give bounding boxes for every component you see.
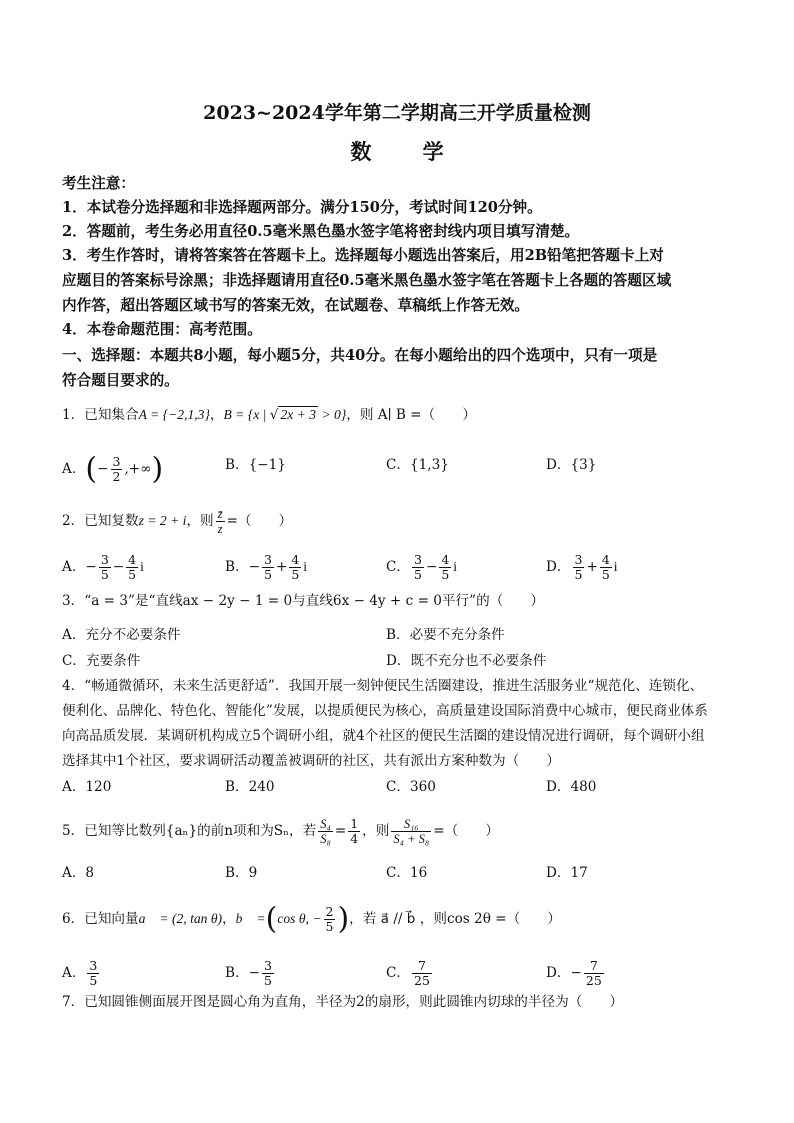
question-5-option-d[interactable]: D．17: [546, 865, 588, 881]
question-1-option-a[interactable]: A．(− $\frac{3}{2}$ ,+∞): [62, 451, 164, 487]
question-7-stem: 7．已知圆锥侧面展开图是圆心角为直角，半径为2的扇形，则此圆锥内切球的半径为（ ）: [62, 994, 624, 1010]
question-3-option-b[interactable]: B．必要不充分条件: [386, 627, 505, 643]
notice-heading: 考生注意：: [62, 175, 135, 192]
question-2-option-a[interactable]: A．− $\frac{3}{5}$ − $\frac{4}{5}$ i: [62, 552, 144, 582]
notice-item: 3．考生作答时，请将答案答在答题卡上。选择题每小题选出答案后，用2B铅笔把答题卡上对: [62, 247, 664, 264]
question-1-option-b[interactable]: B．{−1}: [225, 457, 286, 473]
question-4-stem: 向高品质发展．某调研机构成立5个调研小组，就4个社区的便民生活圈的建设情况进行调研，每个调研小组: [62, 728, 705, 744]
question-4-option-a[interactable]: A．120: [62, 779, 112, 795]
exam-title: 2023~2024学年第二学期高三开学质量检测: [203, 102, 591, 124]
question-4-option-c[interactable]: C．360: [386, 779, 436, 795]
notice-item: 4．本卷命题范围：高考范围。: [62, 321, 262, 338]
question-3-option-d[interactable]: D．既不充分也不必要条件: [386, 653, 547, 669]
question-5-option-b[interactable]: B．9: [225, 865, 258, 881]
question-2-option-b[interactable]: B．− $\frac{3}{5}$ + $\frac{4}{5}$ i: [225, 552, 308, 582]
question-6-stem: 6．已知向量a⃗ = (2, tan θ)，b⃗ =(cos θ, − $\frac{2}{5}$ )，若 a⃗ // b⃗ ，则cos 2θ =（ ）: [62, 901, 561, 937]
question-2-option-c[interactable]: C． $\frac{3}{5}$ − $\frac{4}{5}$ i: [386, 552, 458, 582]
notice-item: 1．本试卷分选择题和非选择题两部分。满分150分，考试时间120分钟。: [62, 199, 542, 216]
question-4-option-b[interactable]: B．240: [225, 779, 275, 795]
question-4-stem: 4．“畅通微循环，未来生活更舒适”．我国开展一刻钟便民生活圈建设，推进生活服务业“规范化、连锁化、: [62, 678, 704, 694]
question-3-option-c[interactable]: C．充要条件: [62, 653, 141, 669]
question-6-option-d[interactable]: D．− $\frac{7}{25}$: [546, 958, 602, 988]
question-5-option-c[interactable]: C．16: [386, 865, 428, 881]
question-2-option-d[interactable]: D． $\frac{3}{5}$ + $\frac{4}{5}$ i: [546, 552, 618, 582]
question-4-stem: 便利化、品牌化、特色化、智能化”发展，以提质便民为核心，高质量建设国际消费中心城市，便民商业体系: [62, 703, 708, 719]
question-1-stem: 1．已知集合A = {−2,1,3}，B = {x | √ 2x + 3 > 0}，则 A∣ B =（ ）: [62, 407, 476, 423]
question-6-option-a[interactable]: A． $\frac{3}{5}$: [62, 958, 98, 988]
section-heading: 符合题目要求的。: [62, 372, 179, 389]
question-6-option-b[interactable]: B．− $\frac{3}{5}$: [225, 958, 272, 988]
question-1-option-c[interactable]: C．{1,3}: [386, 457, 449, 473]
question-4-option-d[interactable]: D．480: [546, 779, 597, 795]
question-3-option-a[interactable]: A．充分不必要条件: [62, 627, 181, 643]
question-4-stem: 选择其中1个社区，要求调研活动覆盖被调研的社区，共有派出方案种数为（ ）: [62, 753, 561, 769]
subject-title: 数 学: [350, 139, 466, 164]
notice-item: 应题目的答案标号涂黑；非选择题请用直径0.5毫米黑色墨水签字笔在答题卡上各题的答题区域: [62, 272, 672, 289]
question-3-stem: 3．“a = 3”是“直线ax − 2y − 1 = 0与直线6x − 4y + c = 0平行”的（ ）: [62, 593, 545, 609]
section-heading: 一、选择题：本题共8小题，每小题5分，共40分。在每小题给出的四个选项中，只有一项是: [62, 347, 658, 364]
notice-item: 2．答题前，考生务必用直径0.5毫米黑色墨水签字笔将密封线内项目填写清楚。: [62, 223, 580, 240]
question-5-stem: 5．已知等比数列{aₙ}的前n项和为Sₙ，若 $\frac{\text{S₄}}{\text{S₈}}$ = $\frac{1}{4}$ ，则 $\frac{\text{S₁₆}}{\text{S₄ + S₈}}$ =（ ）: [62, 816, 499, 846]
question-5-option-a[interactable]: A．8: [62, 865, 95, 881]
notice-item: 内作答，超出答题区域书写的答案无效，在试题卷、草稿纸上作答无效。: [62, 297, 530, 314]
question-1-option-d[interactable]: D．{3}: [546, 457, 597, 473]
question-6-option-c[interactable]: C． $\frac{7}{25}$: [386, 958, 430, 988]
question-2-stem: 2．已知复数z = 2 + i，则 $\frac{z̄}{z}$ =（ ）: [62, 507, 293, 536]
